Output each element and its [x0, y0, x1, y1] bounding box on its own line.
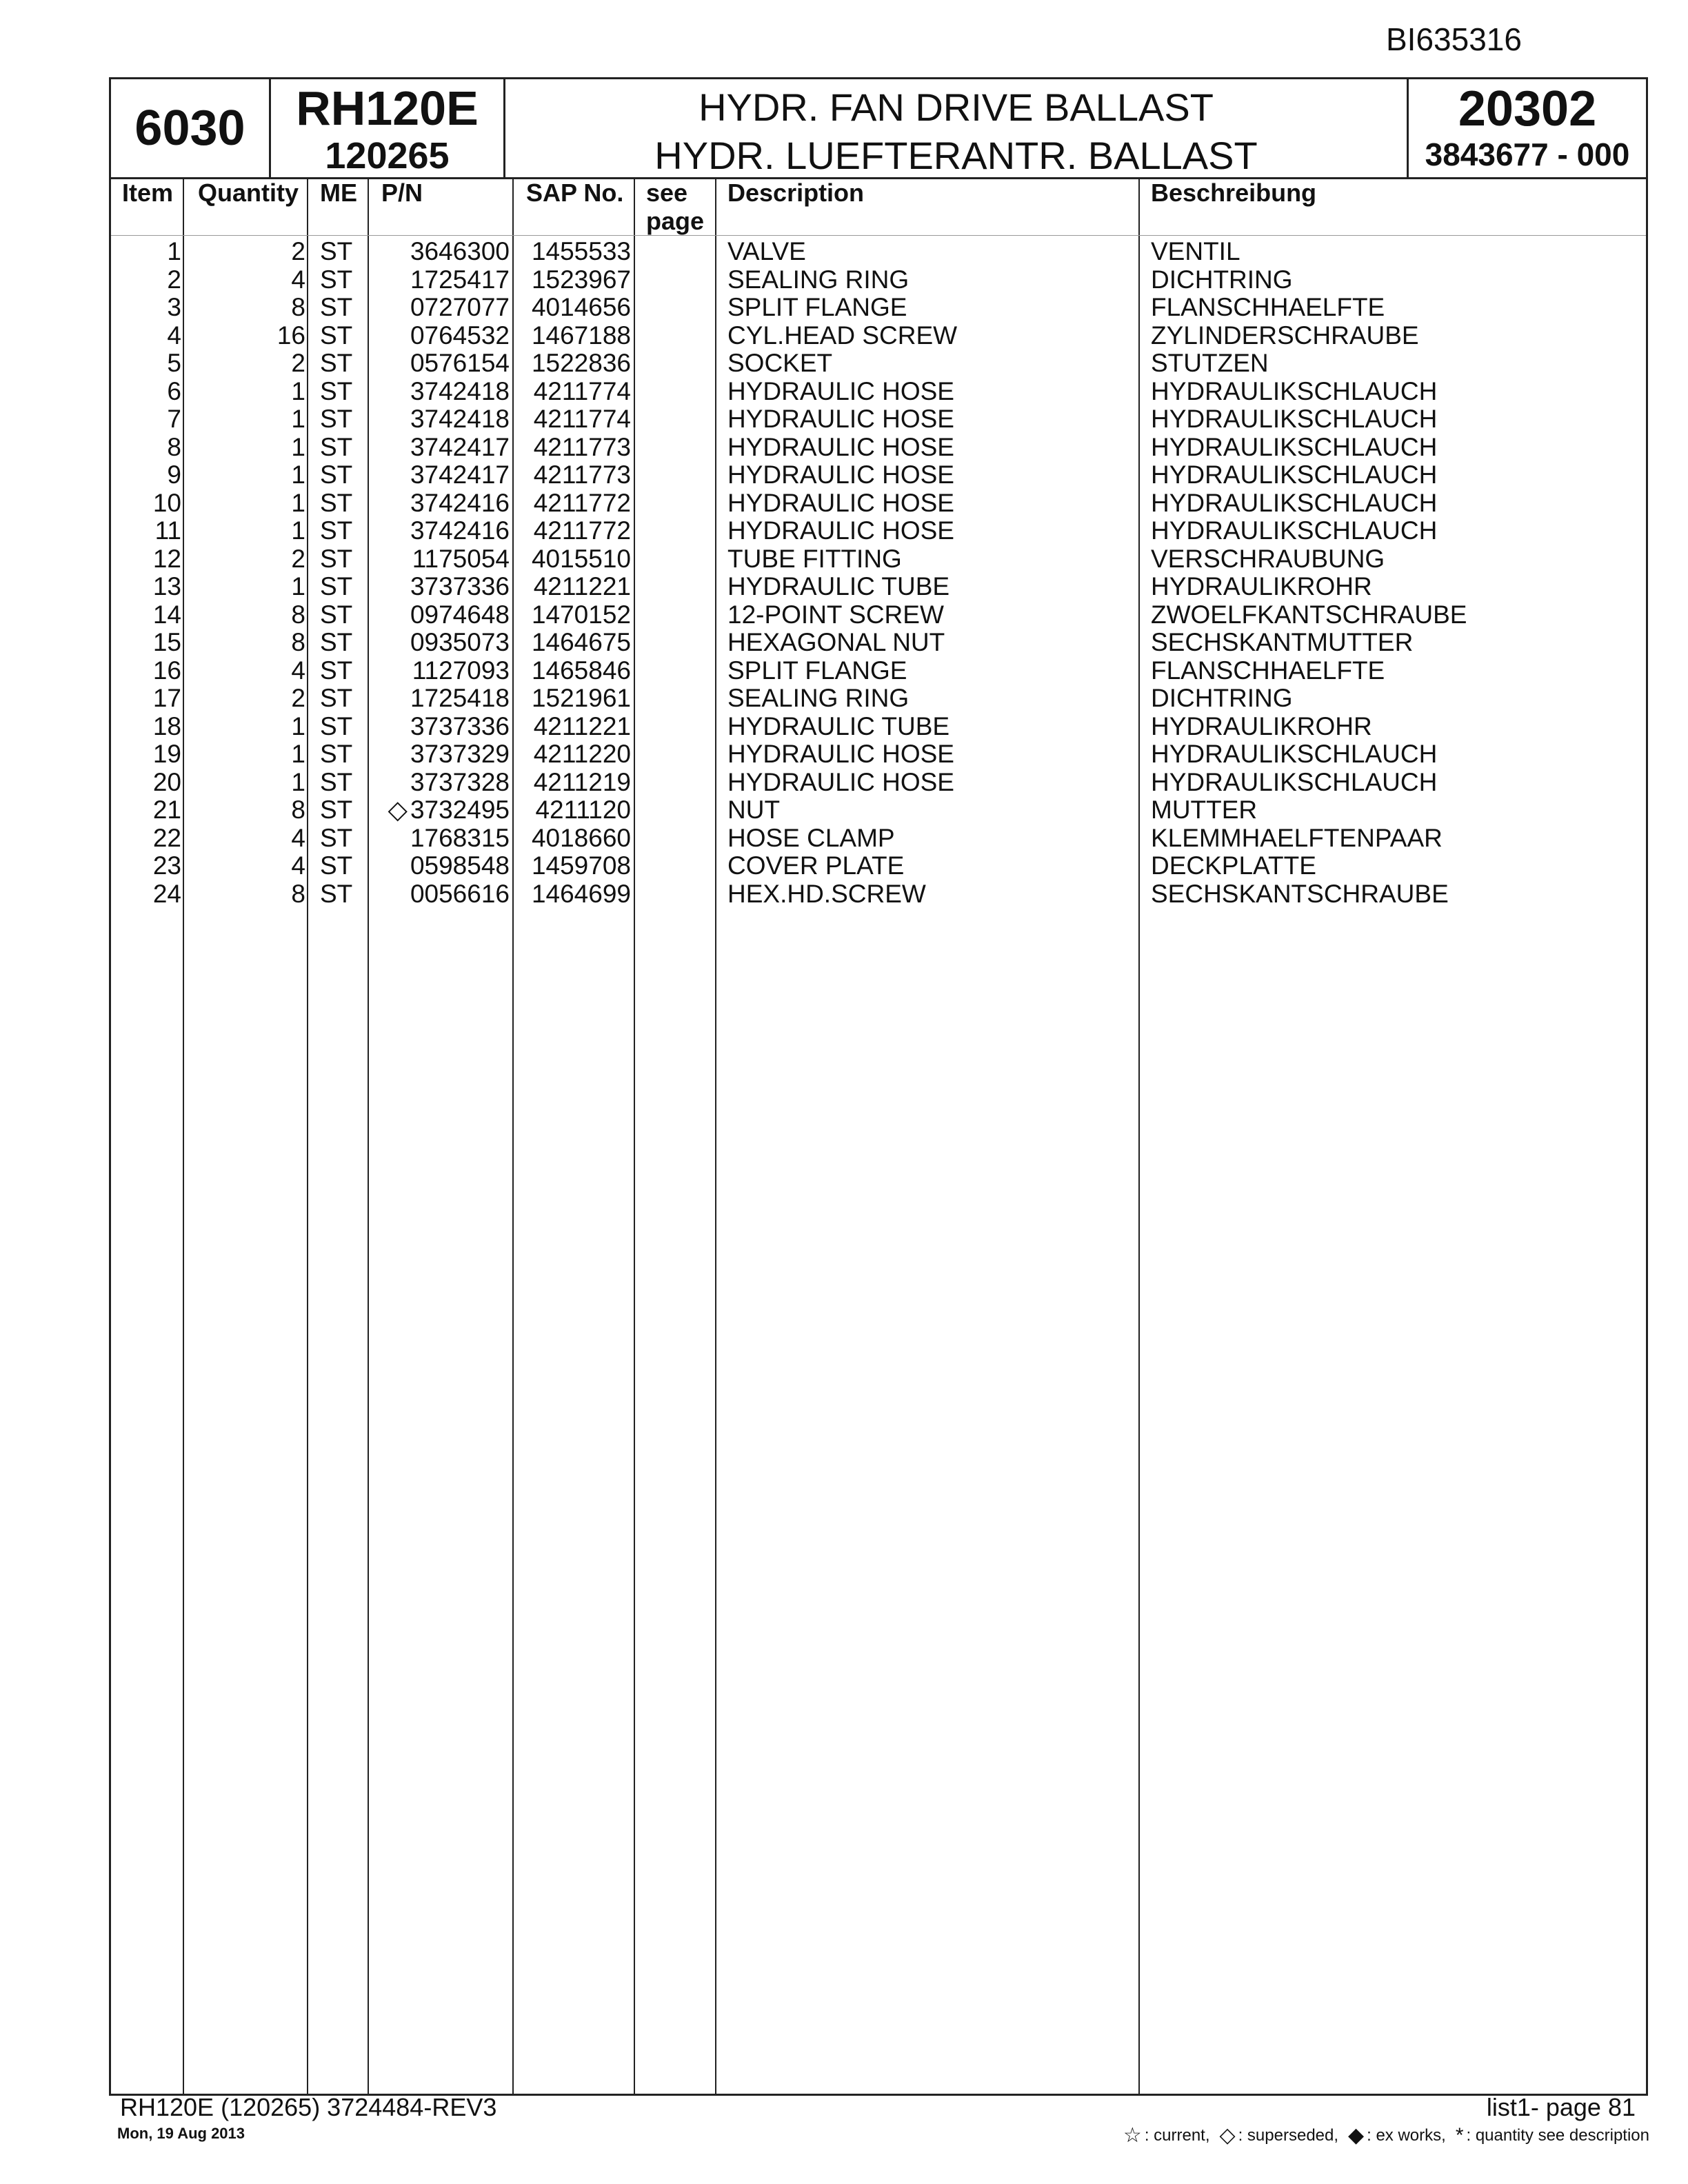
part-number-cell: 3737329: [410, 740, 510, 768]
sap-number-cell: 4211773: [533, 432, 631, 461]
quantity-cell: 2: [291, 237, 305, 265]
beschreibung-cell: FLANSCHHAELFTE: [1151, 293, 1385, 321]
part-number-cell: 3737328: [410, 767, 510, 796]
column-header-description: Description: [727, 179, 865, 207]
unit-cell: ST: [320, 656, 353, 685]
unit-cell: ST: [320, 349, 353, 377]
description-cell: HYDRAULIC TUBE: [727, 572, 950, 600]
part-number-cell: 0576154: [410, 349, 510, 377]
item-cell: 6: [167, 376, 181, 405]
sap-number-cell: 4211221: [533, 711, 631, 740]
model-cell: [271, 79, 505, 177]
beschreibung-cell: HYDRAULIKSCHLAUCH: [1151, 516, 1438, 545]
table-row: [111, 796, 1646, 825]
unit-cell: ST: [320, 432, 353, 461]
sap-number-cell: 1521961: [531, 684, 631, 712]
sap-number-cell: 4211219: [533, 767, 631, 796]
asterisk-icon: *: [1455, 2123, 1464, 2147]
description-cell: HYDRAULIC HOSE: [727, 405, 954, 433]
description-cell: HYDRAULIC HOSE: [727, 516, 954, 545]
table-row: [111, 489, 1646, 518]
title-cell: [505, 79, 1409, 177]
symbol-legend: [1114, 2123, 1649, 2147]
sap-number-cell: 1523967: [531, 265, 631, 294]
sap-number-cell: 4211772: [533, 516, 631, 545]
description-cell: HEX.HD.SCREW: [727, 879, 926, 908]
part-number-cell: 3742417: [410, 461, 510, 489]
column-header-me: ME: [320, 179, 357, 207]
sap-number-cell: 4211220: [533, 740, 631, 768]
beschreibung-cell: HYDRAULIKSCHLAUCH: [1151, 461, 1438, 489]
unit-cell: ST: [320, 405, 353, 433]
table-row: [111, 378, 1646, 406]
item-cell: 13: [152, 572, 181, 600]
description-cell: HYDRAULIC HOSE: [727, 461, 954, 489]
diamond-filled-icon: ◆: [1348, 2124, 1365, 2147]
item-cell: 14: [152, 600, 181, 629]
sap-number-cell: 4015510: [531, 544, 631, 573]
part-number-cell: 3742416: [410, 516, 510, 545]
table-row: [111, 740, 1646, 769]
part-number-cell: [388, 796, 510, 824]
item-cell: 4: [167, 321, 181, 350]
description-cell: HYDRAULIC HOSE: [727, 767, 954, 796]
column-header-pn: P/N: [381, 179, 423, 207]
unit-cell: ST: [320, 796, 353, 824]
title-english: HYDR. FAN DRIVE BALLAST: [699, 85, 1214, 129]
table-row: [111, 434, 1646, 462]
item-cell: 12: [152, 544, 181, 573]
table-row: [111, 825, 1646, 853]
column-header-see-page: [646, 179, 704, 235]
quantity-cell: 1: [291, 488, 305, 517]
quantity-cell: 8: [291, 796, 305, 824]
quantity-cell: 1: [291, 376, 305, 405]
quantity-cell: 8: [291, 628, 305, 656]
beschreibung-cell: MUTTER: [1151, 796, 1258, 824]
table-row: [111, 629, 1646, 657]
item-cell: 15: [152, 628, 181, 656]
table-row: [111, 685, 1646, 713]
unit-cell: ST: [320, 711, 353, 740]
legend-text: : superseded,: [1238, 2125, 1339, 2145]
beschreibung-cell: HYDRAULIKROHR: [1151, 572, 1372, 600]
unit-cell: ST: [320, 293, 353, 321]
table-row: [111, 238, 1646, 266]
table-row: [111, 405, 1646, 434]
sap-number-cell: 4211221: [533, 572, 631, 600]
beschreibung-cell: HYDRAULIKSCHLAUCH: [1151, 432, 1438, 461]
table-row: [111, 545, 1646, 574]
sap-number-cell: 1522836: [531, 349, 631, 377]
sap-number-cell: 1470152: [531, 600, 631, 629]
description-cell: COVER PLATE: [727, 851, 905, 880]
sap-number-cell: 1464699: [531, 879, 631, 908]
serial-number: 120265: [325, 135, 450, 176]
unit-cell: ST: [320, 851, 353, 880]
part-number-cell: 1175054: [412, 544, 510, 573]
column-header-quantity: Quantity: [198, 179, 299, 207]
quantity-cell: 8: [291, 600, 305, 629]
quantity-cell: 4: [291, 656, 305, 685]
quantity-cell: 1: [291, 572, 305, 600]
table-row: [111, 517, 1646, 545]
parts-list-table: [109, 77, 1648, 2096]
beschreibung-cell: DECKPLATTE: [1151, 851, 1316, 880]
description-cell: TUBE FITTING: [727, 544, 902, 573]
footer-date: Mon, 19 Aug 2013: [117, 2125, 245, 2142]
description-cell: HYDRAULIC HOSE: [727, 376, 954, 405]
sap-number-cell: 4018660: [531, 823, 631, 852]
description-cell: SPLIT FLANGE: [727, 656, 907, 685]
quantity-cell: 8: [291, 879, 305, 908]
legend-text: : ex works,: [1367, 2125, 1446, 2145]
item-cell: 23: [152, 851, 181, 880]
description-cell: NUT: [727, 796, 781, 824]
table-row: [111, 322, 1646, 350]
part-number-cell: 3646300: [410, 237, 510, 265]
item-cell: 8: [167, 432, 181, 461]
footer-page-number: list1- page 81: [1486, 2093, 1636, 2121]
item-cell: 16: [152, 656, 181, 685]
table-row: [111, 461, 1646, 489]
quantity-cell: 1: [291, 432, 305, 461]
description-cell: HYDRAULIC HOSE: [727, 740, 954, 768]
table-row: [111, 266, 1646, 294]
column-header-beschreibung: Beschreibung: [1151, 179, 1317, 207]
table-row: [111, 350, 1646, 378]
sap-number-cell: 4211773: [533, 461, 631, 489]
unit-cell: ST: [320, 767, 353, 796]
table-row: [111, 601, 1646, 629]
sap-number-cell: 1459708: [531, 851, 631, 880]
quantity-cell: 4: [291, 851, 305, 880]
quantity-cell: 2: [291, 684, 305, 712]
beschreibung-cell: HYDRAULIKSCHLAUCH: [1151, 740, 1438, 768]
beschreibung-cell: HYDRAULIKSCHLAUCH: [1151, 767, 1438, 796]
table-row: [111, 852, 1646, 880]
quantity-cell: 2: [291, 544, 305, 573]
description-cell: HOSE CLAMP: [727, 823, 895, 852]
column-header-sap: SAP No.: [526, 179, 624, 207]
sap-number-cell: 4014656: [531, 293, 631, 321]
document-code: BI635316: [1386, 21, 1522, 57]
unit-cell: ST: [320, 740, 353, 768]
unit-cell: ST: [320, 376, 353, 405]
beschreibung-cell: HYDRAULIKSCHLAUCH: [1151, 405, 1438, 433]
table-row: [111, 573, 1646, 601]
group-number: 6030: [134, 101, 245, 156]
sap-number-cell: 4211772: [533, 488, 631, 517]
part-number-text: 3732495: [410, 796, 510, 824]
star-icon: ☆: [1123, 2124, 1142, 2147]
sap-number-cell: 4211774: [533, 376, 631, 405]
sap-number-cell: 1467188: [531, 321, 631, 350]
table-row: [111, 769, 1646, 797]
item-cell: 21: [152, 796, 181, 824]
unit-cell: ST: [320, 321, 353, 350]
unit-cell: ST: [320, 684, 353, 712]
item-cell: 9: [167, 461, 181, 489]
footer-document-reference: RH120E (120265) 3724484-REV3: [120, 2093, 497, 2121]
part-number-cell: 0727077: [410, 293, 510, 321]
beschreibung-cell: FLANSCHHAELFTE: [1151, 656, 1385, 685]
title-german: HYDR. LUEFTERANTR. BALLAST: [654, 134, 1258, 177]
quantity-cell: 16: [277, 321, 305, 350]
part-number-cell: 1127093: [412, 656, 510, 685]
quantity-cell: 2: [291, 349, 305, 377]
table-row: [111, 657, 1646, 685]
unit-cell: ST: [320, 823, 353, 852]
description-cell: SPLIT FLANGE: [727, 293, 907, 321]
beschreibung-cell: VENTIL: [1151, 237, 1240, 265]
part-number-cell: 0598548: [410, 851, 510, 880]
beschreibung-cell: DICHTRING: [1151, 684, 1293, 712]
sap-number-cell: 4211774: [533, 405, 631, 433]
unit-cell: ST: [320, 516, 353, 545]
description-cell: SEALING RING: [727, 265, 910, 294]
quantity-cell: 1: [291, 461, 305, 489]
drawing-number: 20302: [1458, 81, 1597, 136]
sap-number-cell: 1455533: [531, 237, 631, 265]
title-block: [111, 79, 1646, 179]
part-number-cell: 1768315: [410, 823, 510, 852]
quantity-cell: 1: [291, 711, 305, 740]
quantity-cell: 1: [291, 516, 305, 545]
see-label: see: [646, 179, 688, 207]
unit-cell: ST: [320, 488, 353, 517]
quantity-cell: 1: [291, 740, 305, 768]
table-row: [111, 880, 1646, 909]
beschreibung-cell: ZWOELFKANTSCHRAUBE: [1151, 600, 1467, 629]
part-number-cell: 0974648: [410, 600, 510, 629]
beschreibung-cell: SECHSKANTSCHRAUBE: [1151, 879, 1449, 908]
beschreibung-cell: HYDRAULIKSCHLAUCH: [1151, 488, 1438, 517]
unit-cell: ST: [320, 628, 353, 656]
part-number-cell: 0935073: [410, 628, 510, 656]
table-row: [111, 294, 1646, 322]
item-cell: 5: [167, 349, 181, 377]
part-number-cell: 1725418: [410, 684, 510, 712]
beschreibung-cell: HYDRAULIKSCHLAUCH: [1151, 376, 1438, 405]
header-rule: [111, 235, 1646, 236]
beschreibung-cell: HYDRAULIKROHR: [1151, 711, 1372, 740]
part-number-cell: 3742416: [410, 488, 510, 517]
unit-cell: ST: [320, 879, 353, 908]
part-number-cell: 0056616: [410, 879, 510, 908]
part-reference: 3843677 - 000: [1425, 136, 1630, 172]
legend-text: : quantity see description: [1466, 2125, 1649, 2145]
part-number-cell: 3742417: [410, 432, 510, 461]
beschreibung-cell: STUTZEN: [1151, 349, 1269, 377]
page-label: page: [646, 207, 705, 235]
description-cell: VALVE: [727, 237, 806, 265]
unit-cell: ST: [320, 572, 353, 600]
part-number-cell: 0764532: [410, 321, 510, 350]
beschreibung-cell: VERSCHRAUBUNG: [1151, 544, 1385, 573]
item-cell: 18: [152, 711, 181, 740]
column-header-item: Item: [122, 179, 174, 207]
item-cell: 24: [152, 879, 181, 908]
model-name: RH120E: [296, 81, 479, 135]
quantity-cell: 8: [291, 293, 305, 321]
item-cell: 19: [152, 740, 181, 768]
description-cell: HYDRAULIC TUBE: [727, 711, 950, 740]
unit-cell: ST: [320, 237, 353, 265]
sap-number-cell: 1464675: [531, 628, 631, 656]
part-number-cell: 3737336: [410, 572, 510, 600]
item-cell: 2: [167, 265, 181, 294]
item-cell: 22: [152, 823, 181, 852]
sap-number-cell: 4211120: [535, 796, 631, 824]
unit-cell: ST: [320, 544, 353, 573]
description-cell: 12-POINT SCREW: [727, 600, 944, 629]
diamond-outline-icon: ◇: [1219, 2124, 1236, 2147]
table-row: [111, 713, 1646, 741]
unit-cell: ST: [320, 600, 353, 629]
item-cell: 1: [167, 237, 181, 265]
drawing-number-cell: [1409, 79, 1646, 177]
part-number-cell: 1725417: [410, 265, 510, 294]
item-cell: 20: [152, 767, 181, 796]
item-cell: 11: [154, 516, 181, 545]
part-number-cell: 3742418: [410, 376, 510, 405]
description-cell: SOCKET: [727, 349, 833, 377]
beschreibung-cell: KLEMMHAELFTENPAAR: [1151, 823, 1443, 852]
group-number-cell: [111, 79, 271, 177]
legend-text: : current,: [1144, 2125, 1210, 2145]
quantity-cell: 1: [291, 767, 305, 796]
description-cell: SEALING RING: [727, 684, 910, 712]
description-cell: CYL.HEAD SCREW: [727, 321, 958, 350]
quantity-cell: 1: [291, 405, 305, 433]
item-cell: 3: [167, 293, 181, 321]
sap-number-cell: 1465846: [531, 656, 631, 685]
unit-cell: ST: [320, 461, 353, 489]
beschreibung-cell: DICHTRING: [1151, 265, 1293, 294]
quantity-cell: 4: [291, 265, 305, 294]
part-number-cell: 3737336: [410, 711, 510, 740]
beschreibung-cell: SECHSKANTMUTTER: [1151, 628, 1414, 656]
unit-cell: ST: [320, 265, 353, 294]
beschreibung-cell: ZYLINDERSCHRAUBE: [1151, 321, 1419, 350]
part-number-cell: 3742418: [410, 405, 510, 433]
item-cell: 10: [152, 488, 181, 517]
description-cell: HYDRAULIC HOSE: [727, 432, 954, 461]
superseded-icon: ◇: [388, 796, 408, 824]
quantity-cell: 4: [291, 823, 305, 852]
description-cell: HEXAGONAL NUT: [727, 628, 945, 656]
table-body: [111, 238, 1646, 908]
item-cell: 7: [167, 405, 181, 433]
description-cell: HYDRAULIC HOSE: [727, 488, 954, 517]
item-cell: 17: [152, 684, 181, 712]
